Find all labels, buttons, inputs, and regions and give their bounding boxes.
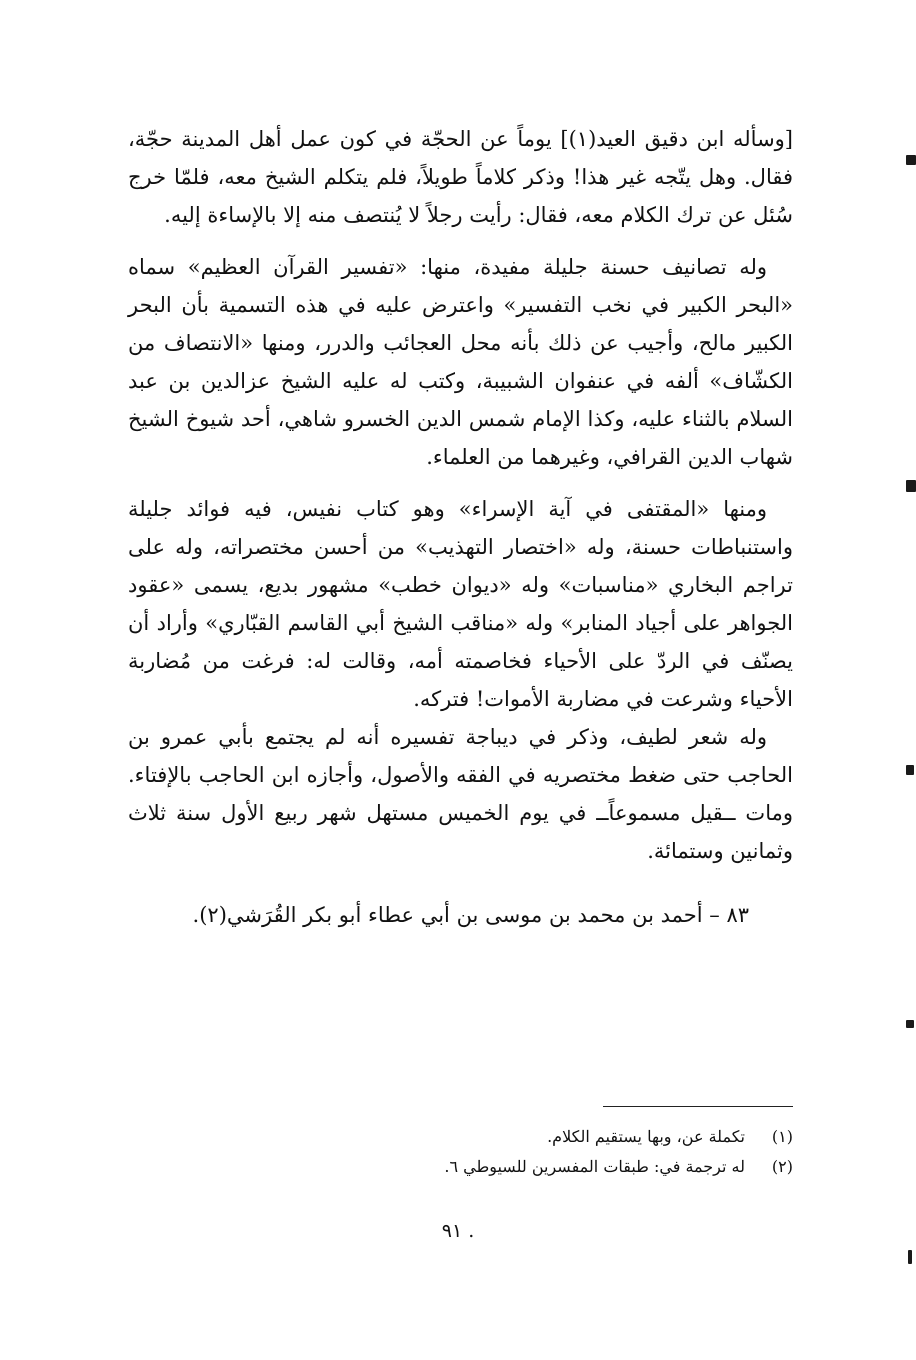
paragraph-1: [وسأله ابن دقيق العيد(١)] يوماً عن الحجّة في كون عمل أهل المدينة حجّة، فقال. وهل يتّجه غير هذا! وذكر كلاماً طويلاً، فلم يتكلم الشيخ معه، فلمّا خرج سُئل عن ترك الكلام معه، فقال: رأيت رجلاً لا يُنتصف منه إلا بالإساءة إليه. [128,127,793,227]
scan-mark [906,1020,914,1028]
scan-mark [906,155,916,165]
body-text [128,120,793,934]
paragraph-3: ومنها «المقتفى في آية الإسراء» وهو كتاب نفيس، فيه فوائد جليلة واستنباطات حسنة، وله «اختصار التهذيب» من أحسن مختصراته، وله على تراجم البخاري «مناسبات» وله «ديوان خطب» مشهور بديع، يسمى «عقود الجواهر على أجياد المنابر» وله «مناقب الشيخ أبي القاسم القبّاري» وأراد أن يصنّف في الردّ على الأحياء فخاصمته أمه، وقالت له: فرغت من مُضاربة الأحياء وشرعت في مضاربة الأموات! فتركه. [128,497,793,711]
footnote-2-number: (٢) [771,1157,793,1176]
footnote-1-text: تكملة عن، وبها يستقيم الكلام. [547,1127,745,1146]
scan-mark [906,480,916,492]
entry-heading: ٨٣ – أحمد بن محمد بن موسى بن أبي عطاء أبو بكر القُرَشي(٢). [192,903,749,927]
page-number: . ٩١ [441,1220,475,1242]
footnote-1 [128,1122,793,1152]
footnotes [128,1122,793,1182]
paragraph-2: وله تصانيف حسنة جليلة مفيدة، منها: «تفسير القرآن العظيم» سماه «البحر الكبير في نخب التفسير» واعترض عليه في هذه التسمية بأن البحر الكبير مالح، وأجيب عن ذلك بأنه محل العجائب والدرر، ومنها «الانتصاف من الكشّاف» ألفه في عنفوان الشبيبة، وكتب له عليه الشيخ عزالدين بن عبد السلام بالثناء عليه، وكذا الإمام شمس الدين الخسرو شاهي، أحد شيوخ الشيخ شهاب الدين القرافي، وغيرهما من العلماء. [128,255,794,469]
footnote-2 [128,1152,793,1182]
footnote-2-text: له ترجمة في: طبقات المفسرين للسيوطي ٦. [444,1157,745,1176]
footnote-1-number: (١) [771,1127,793,1146]
paragraph-4: وله شعر لطيف، وذكر في ديباجة تفسيره أنه لم يجتمع بأبي عمرو بن الحاجب حتى ضغط مختصريه في الفقه والأصول، وأجازه ابن الحاجب بالإفتاء. ومات ــقيل مسموعاًــ في يوم الخميس مستهل شهر ربيع الأول سنة ثلاث وثمانين وستمائة. [128,725,793,863]
footnote-divider [603,1106,793,1107]
scan-mark [908,1250,912,1264]
scan-mark [906,765,914,775]
